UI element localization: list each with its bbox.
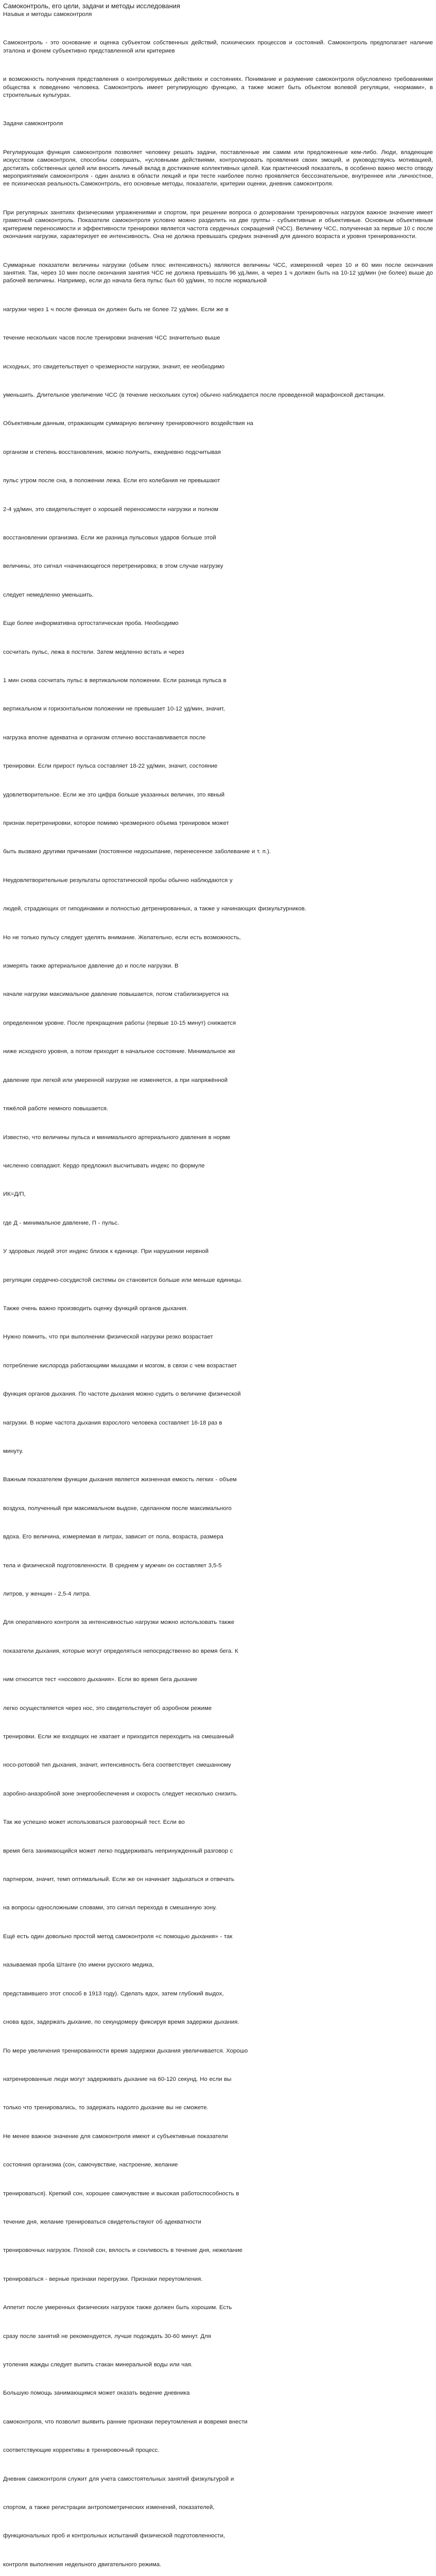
paragraph: Еще более информативна ортостатическая проба. Необходимо [3, 620, 179, 627]
paragraph: людей, страдающих от гиподинамии и полностью детренированных, а также у начинающих физкультурников. [3, 906, 306, 912]
paragraph: 1 мин снова сосчитать пульс в вертикальном положении. Если разница пульса в [3, 677, 226, 684]
paragraph: величины, это сигнал «начинающегося перетренировка; в этом случае нагрузку [3, 563, 223, 570]
paragraph: удовлетворительное. Если же это цифра больше указанных величин, это явный [3, 791, 225, 798]
paragraph: регуляции сердечно-сосудистой системы он становится больше или меньше единицы. [3, 1277, 242, 1283]
paragraph: тренировки. Если же входящих не хватает и приходится переходить на смешанный [3, 1734, 234, 1740]
paragraph: ним относится тест «носового дыхания». Если во время бега дыхание [3, 1676, 198, 1683]
paragraph: тяжёлой работе немного повышается. [3, 1106, 109, 1112]
page-title: Самоконтроль, его цели, задачи и методы исследования [3, 2, 180, 10]
paragraph: соответствующие коррективы в тренировочный процесс. [3, 2447, 160, 2454]
paragraph: По мере увеличения тренированности время задержки дыхания увеличивается. Хорошо [3, 2047, 248, 2054]
paragraph: измерять также артериальное давление до и после нагрузки. В [3, 963, 179, 970]
paragraph: исходных, это свидетельствует о чрезмерности нагрузки, значит, ее необходимо [3, 363, 225, 370]
paragraph: течение дня, желание тренироваться свидетельствуют об адекватности [3, 2218, 201, 2225]
paragraph: сразу после занятий не рекомендуется, лучше подождать 30-60 минут. Для [3, 2333, 211, 2340]
paragraph: носо-ротовой тип дыхания, значит, интенсивность бега соответствует смешанному [3, 1762, 231, 1769]
paragraph: нагрузки через 1 ч после финиша он должен быть не более 72 уд/мин. Если же в [3, 306, 229, 313]
paragraph: литров, у женщин - 2,5-4 литра. [3, 1591, 91, 1597]
paragraph: Но не только пульсу следует уделять внимание. Желательно, если есть возможность, [3, 934, 241, 941]
paragraph: вертикальном и горизонтальном положении не превышает 10-12 уд/мин, значит, [3, 706, 225, 713]
paragraph: спортом, а также регистрации антропометрических изменений, показателей, [3, 2504, 215, 2511]
paragraph: Также очень важно производить оценку функций органов дыхания. [3, 1305, 188, 1312]
paragraph: нагрузки. В норме частота дыхания взрослого человека составляет 16-18 раз в [3, 1419, 222, 1426]
paragraph: Важным показателем функции дыхания является жизненная емкость легких - объем [3, 1477, 237, 1483]
paragraph: Большую помощь занимающимся может оказать ведение дневника [3, 2390, 190, 2397]
paragraph: сосчитать пульс, лежа в постели. Затем медленно встать и через [3, 649, 184, 655]
paragraph: ИК=Д/П, [3, 1191, 26, 1198]
paragraph: определенном уровне. После прекращения работы (первые 10-15 минут) снижается [3, 1020, 236, 1026]
paragraph: ниже исходного уровня, а потом приходит в начальное состояние. Минимальное же [3, 1048, 235, 1055]
paragraph: потребление кислорода работающими мышцами и мозгом, в связи с чем возрастает [3, 1362, 237, 1369]
paragraph: тренировки. Если прирост пульса составляет 18-22 уд/мин, значит, состояние [3, 763, 218, 770]
paragraph: состояния организма (сон, самочувствие, настроение, желание [3, 2162, 178, 2168]
paragraph: самоконтроля, что позволит выявить ранние признаки переутомления и вовремя внести [3, 2418, 248, 2425]
paragraph: утоления жажды следует выпить стакан минеральной воды или чая. [3, 2361, 193, 2368]
paragraph: численно совпадают. Кердо предложил высчитывать индекс по формуле [3, 1162, 205, 1169]
paragraph: Ещё есть один довольно простой метод самоконтроля «с помощью дыхания» - так [3, 1933, 233, 1940]
paragraph: признак перетренировки, которое помимо чрезмерного объема тренировок может [3, 820, 229, 827]
paragraph: начале нагрузки максимальное давление повышается, потом стабилизируется на [3, 991, 229, 998]
paragraph: легко осуществляется через нос, это свидетельствует об аэробном режиме [3, 1705, 212, 1711]
document-body [3, 11, 433, 2576]
paragraph: время бега занимающийся может легко поддерживать непринужденный разговор с [3, 1848, 233, 1854]
paragraph: функциональных проб и контрольных испытаний физической подготовленности, [3, 2533, 225, 2539]
paragraph: Дневник самоконтроля служит для учета самостоятельных занятий физкультурой и [3, 2476, 234, 2482]
paragraph: Так же успешно может использоваться разговорный тест. Если во [3, 1819, 185, 1826]
paragraph: 2-4 уд/мин, это свидетельствует о хорошей переносимости нагрузки и полном [3, 506, 219, 513]
paragraph: течение нескольких часов после тренировки значения ЧСС значительно выше [3, 335, 220, 342]
paragraph: давление при легкой или умеренной нагрузке не изменяется, а при напряжённой [3, 1077, 228, 1083]
paragraph: снова вдох, задержать дыхание, по секундомеру фиксируя время задержки дыхания. [3, 2019, 239, 2026]
paragraph: партнером, значит, темп оптимальный. Если же он начинает задыхаться и отвечать [3, 1876, 235, 1883]
paragraph: Суммарные показатели величины нагрузки (объем плюс интенсивность) являются величины ЧСС, измеренной через 10 и 60 мин после окончания занятия. Так, через 10 мин после окончания занятия ЧСС не должна превышать 96 уд./мин, а через 1 ч должен быть на 10-12 уд/мин (не более) выше до рабочей величины. Например, если до начала бега пульс был 60 уд/мин, то после нормальной [3, 262, 433, 284]
paragraph: функция органов дыхания. По частоте дыхания можно судить о величине физической [3, 1391, 241, 1398]
paragraph: на вопросы односложными словами, это сигнал перехода в смешанную зону. [3, 1905, 217, 1911]
paragraph: следует немедленно уменьшить. [3, 591, 94, 598]
paragraph: У здоровых людей этот индекс близок к единице. При нарушении нервной [3, 1248, 209, 1255]
paragraph: где Д - минимальное давление, П - пульс. [3, 1219, 119, 1226]
paragraph: быть вызвано другими причинами (постоянное недосыпание, перенесенное заболевание и т. п.). [3, 849, 271, 855]
paragraph: тренироваться). Крепкий сон, хорошее самочувствие и высокая работоспособность в [3, 2190, 239, 2197]
paragraph: только что тренировались, то задержать надолго дыхание вы не сможете. [3, 2105, 208, 2111]
paragraph: и возможность получения представления о контролируемых действиях и состояниях. Понимание и разумение самоконтроля обусловлено требованиями общества к поведению человека. Самоконтроль имеет регулирующую функцию, а также может быть объектом волевой регуляции, «нормами», в строительных культурах. [3, 76, 433, 99]
paragraph: называемая проба Штанге (по имени русского медика, [3, 1962, 154, 1969]
paragraph: контроля выполнения недельного двигательного режима. [3, 2561, 162, 2568]
paragraph: Аппетит после умеренных физических нагрузок также должен быть хорошим. Есть [3, 2304, 232, 2311]
paragraph: Не менее важное значение для самоконтроля имеют и субъективные показатели [3, 2133, 228, 2140]
paragraph: Нужно помнить, что при выполнении физической нагрузки резко возрастает [3, 1334, 213, 1341]
paragraph: представившего этот способ в 1913 году). Сделать вдох, затем глубокий выдох, [3, 1990, 224, 1997]
paragraph: Для оперативного контроля за интенсивностью нагрузки можно использовать также [3, 1619, 235, 1626]
paragraph: натренированные люди могут задерживать дыхание на 60-120 секунд. Но если вы [3, 2076, 232, 2082]
paragraph: При регулярных занятиях физическими упражнениями и спортом, при решении вопроса о дозировании тренировочных нагрузок важное значение имеет грамотный самоконтроль. Показатели самоконтроля условно можно разделить на две группы - субъективные и объективные. Основным объективным критерием переносимости и эффективности тренировки является частота сердечных сокращений (ЧСС). Величину ЧСС, полученная за первые 10 с после окончания нагрузки, характеризует ее интенсивность. Она не должна превышать средних значений для данного возраста и уровня тренированности. [3, 209, 433, 240]
paragraph: Наъвык и методы самоконтроля [3, 11, 92, 18]
paragraph: Неудовлетворительные результаты ортостатической пробы обычно наблюдаются у [3, 877, 233, 884]
paragraph: Задачи самоконтроля [3, 121, 63, 127]
paragraph: восстановлении организма. Если же разница пульсовых ударов больше этой [3, 534, 216, 541]
paragraph: пульс утром после сна, в положении лежа. Если его колебания не превышают [3, 478, 220, 484]
paragraph: Известно, что величины пульса и минимального артериального давления в норме [3, 1134, 231, 1141]
paragraph: аэробно-анаэробной зоне энергообеспечения и скорость следует несколько снизить. [3, 1790, 238, 1797]
paragraph: вдоха. Его величина, измеряемая в литрах, зависит от пола, возраста, размера [3, 1534, 223, 1540]
paragraph: тренировочных нагрузок. Плохой сон, вялость и сонливость в течение дня, нежелание [3, 2247, 242, 2254]
paragraph: воздуха, полученный при максимальном выдохе, сделанном после максимального [3, 1505, 232, 1512]
paragraph: тренироваться - верные признаки перегрузки. Признаки переутомления. [3, 2276, 203, 2282]
paragraph: Самоконтроль - это основание и оценка субъектом собственных действий, психических процессов и состояний. Самоконтроль предполагает наличие эталона и фонем субъективно представленной или критериев [3, 40, 433, 54]
paragraph: Объективным данным, отражающим суммарную величину тренировочного воздействия на [3, 420, 253, 427]
paragraph: организм и степень восстановления, можно получить, ежедневно подсчитывая [3, 449, 221, 455]
paragraph: минуту. [3, 1448, 24, 1454]
paragraph: Регулирующая функция самоконтроля позволяет человеку решать задачи, поставленные им самим или предложенные кем-либо. Люди, владеющие искусством самоконтроля, способны совершать, «условными действиями, контролировать проявления своих эмоций, и руководствуясь мотивацией, достигать собственных целей или вносить личный вклад в достижение коллективных целей. Как практический показатель, в особенно важно место отводу мероприятиям/и самоконтроля - один анализ в области лекций и при тесте наиболее полно проявляется бессознательное, внутреннее или ,личностное, ее психическая реальность.Самоконтроль, его основные методы, показатели, критерии оценки, дневник самоконтроля. [3, 149, 433, 188]
paragraph: нагрузка вполне адекватна и организм отлично восстанавливается после [3, 734, 206, 741]
paragraph: показатели дыхания, которые могут определяться непосредственно во время бега. К [3, 1648, 238, 1654]
paragraph: тела и физической подготовленности. В среднем у мужчин он составляет 3,5-5 [3, 1562, 222, 1569]
paragraph: уменьшить. Длительное увеличение ЧСС (в течение нескольких суток) обычно наблюдается после проведенной марафонской дистанции. [3, 392, 386, 398]
